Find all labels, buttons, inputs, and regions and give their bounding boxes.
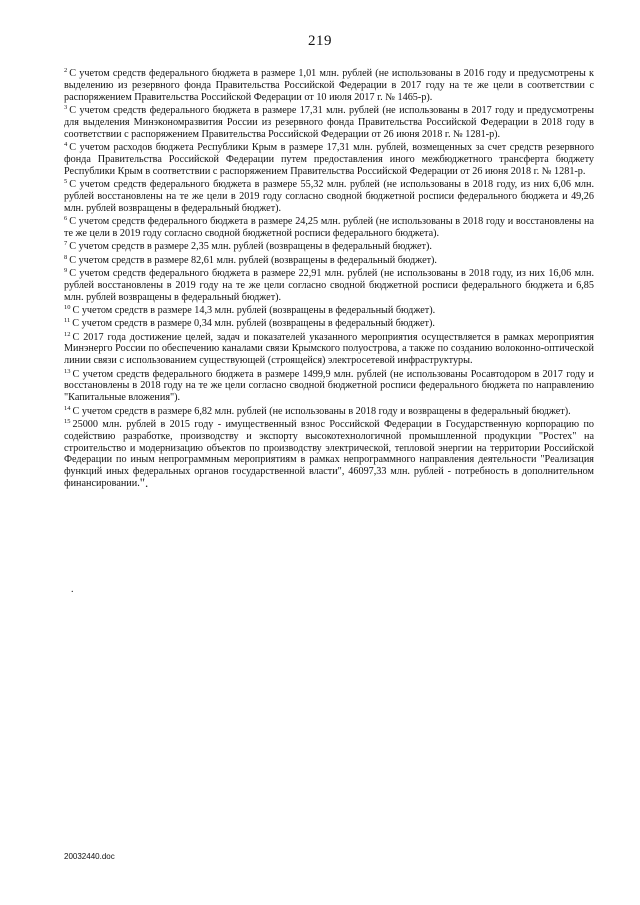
footnote: [64, 406, 594, 418]
footnote-text: С учетом средств в размере 14,3 млн. рублей (возвращены в федеральный бюджет).: [72, 304, 436, 316]
footnote-marker: 4: [64, 140, 68, 148]
footnote-text: С 2017 года достижение целей, задач и показателей указанного мероприятия осуществляется в рамках мероприятия Минэнерго России по обеспечению каналами связи Крымского полуострова, а также по созданию волоконно-оптической линии связи с использованием существующей (строящейся) электросетевой инфраструктуры.: [64, 331, 594, 367]
footnote-marker: 14: [64, 404, 71, 412]
footnote-marker: 2: [64, 67, 68, 74]
footnote-text: С учетом средств федерального бюджета в размере 55,32 млн. рублей (не использованы в 2018 году, из них 6,06 млн. рублей восстановлены на те же цели в 2019 году согласно сводной бюджетной росписи федерального бюджета и 49,26 млн. рублей возвращены в федеральный бюджет).: [64, 178, 594, 214]
footnote-text: С учетом расходов бюджета Республики Крым в размере 17,31 млн. рублей, возмещенных за счет средств резервного фонда Правительства Российской Федерации путем предоставления иного межбюджетного трансферта бюджету Республики Крым в соответствии с распоряжением Правительства Российской Федерации от 26 июня 2018 г. № 1281-р.: [64, 141, 594, 177]
footnote: [64, 105, 594, 140]
closing-quote: ".: [139, 475, 149, 491]
footnote: [64, 142, 594, 177]
footnote: [64, 318, 594, 330]
file-name: 20032440.doc: [64, 852, 115, 861]
footnote: [64, 255, 594, 267]
footnote: [64, 419, 594, 490]
footnote-text: С учетом средств федерального бюджета в размере 22,91 млн. рублей (не использованы в 2018 году, из них 16,06 млн. рублей восстановлены в 2019 году на те же цели согласно сводной бюджетной росписи федерального бюджета и 6,85 млн. рублей возвращены в федеральный бюджет).: [64, 267, 594, 303]
footnote-text: С учетом средств федерального бюджета в размере 17,31 млн. рублей (не использованы в 2017 году и предусмотрены для выделения Минэкономразвития России из резервного фонда Правительства Российской Федерации в 2018 году в соответствии с распоряжением Правительства Российской Федерации от 26 июня 2018 г. № 1281-р).: [64, 104, 594, 140]
stray-mark: .: [71, 584, 74, 595]
footnote-marker: 3: [64, 103, 68, 111]
footnote: [64, 369, 594, 404]
footnote-marker: 15: [64, 418, 71, 426]
footnote-text: С учетом средств федерального бюджета в размере 24,25 млн. рублей (не использованы в 2018 году и восстановлены на те же цели в 2019 году согласно сводной бюджетной росписи федерального бюджета).: [64, 215, 594, 239]
footnotes-block: [64, 68, 594, 491]
footnote: [64, 268, 594, 303]
footnote-text: С учетом средств в размере 6,82 млн. рублей (не использованы в 2018 году и возвращены в федеральный бюджет).: [72, 405, 571, 417]
footnote-marker: 9: [64, 266, 68, 274]
footnote-marker: 10: [64, 303, 71, 311]
footnote-text: С учетом средств федерального бюджета в размере 1,01 млн. рублей (не использованы в 2016 году и предусмотрены к выделению из резервного фонда Правительства Российской Федерации в 2017 году на те же цели в соответствии с распоряжением Правительства Российской Федерации от 10 июля 2017 г. № 1465-р).: [64, 68, 594, 103]
footnote-text: С учетом средств в размере 2,35 млн. рублей (возвращены в федеральный бюджет).: [69, 241, 432, 253]
footnote-marker: 7: [64, 240, 68, 248]
footnote-text: С учетом средств в размере 0,34 млн. рублей (возвращены в федеральный бюджет).: [72, 318, 435, 330]
footnote-text: С учетом средств федерального бюджета в размере 1499,9 млн. рублей (не использованы Росавтодором в 2017 году и восстановлены в 2018 году на те же цели согласно сводной бюджетной росписи федерального бюджета по направлению "Капитальные вложения").: [64, 368, 594, 404]
footnote-marker: 11: [64, 317, 71, 325]
footnote: [64, 241, 594, 253]
footnote: [64, 216, 594, 240]
footnote-marker: 8: [64, 253, 68, 261]
footnote-marker: 13: [64, 367, 71, 375]
footnote-text: С учетом средств в размере 82,61 млн. рублей (возвращены в федеральный бюджет).: [69, 254, 437, 266]
footnote-marker: 6: [64, 214, 68, 222]
footnote: [64, 68, 594, 103]
footnote-text: 25000 млн. рублей в 2015 году - имущественный взнос Российской Федерации в Государственную корпорацию по содействию разработке, производству и экспорту высокотехнологичной промышленной продукции "Ростех" на строительство и модернизацию объектов по производству электрической, тепловой энергии на территории Российской Федерации по иным непрограммным мероприятиям в рамках непрограммного направления деятельности "Реализация функций иных федеральных органов государственной власти", 46097,33 млн. рублей - потребность в дополнительном финансировании.: [64, 419, 594, 490]
page-number: 219: [308, 33, 332, 49]
footnote: [64, 332, 594, 367]
footnote-marker: 5: [64, 177, 68, 185]
footnote: [64, 305, 594, 317]
footnote: [64, 179, 594, 214]
footnote-marker: 12: [64, 330, 71, 338]
